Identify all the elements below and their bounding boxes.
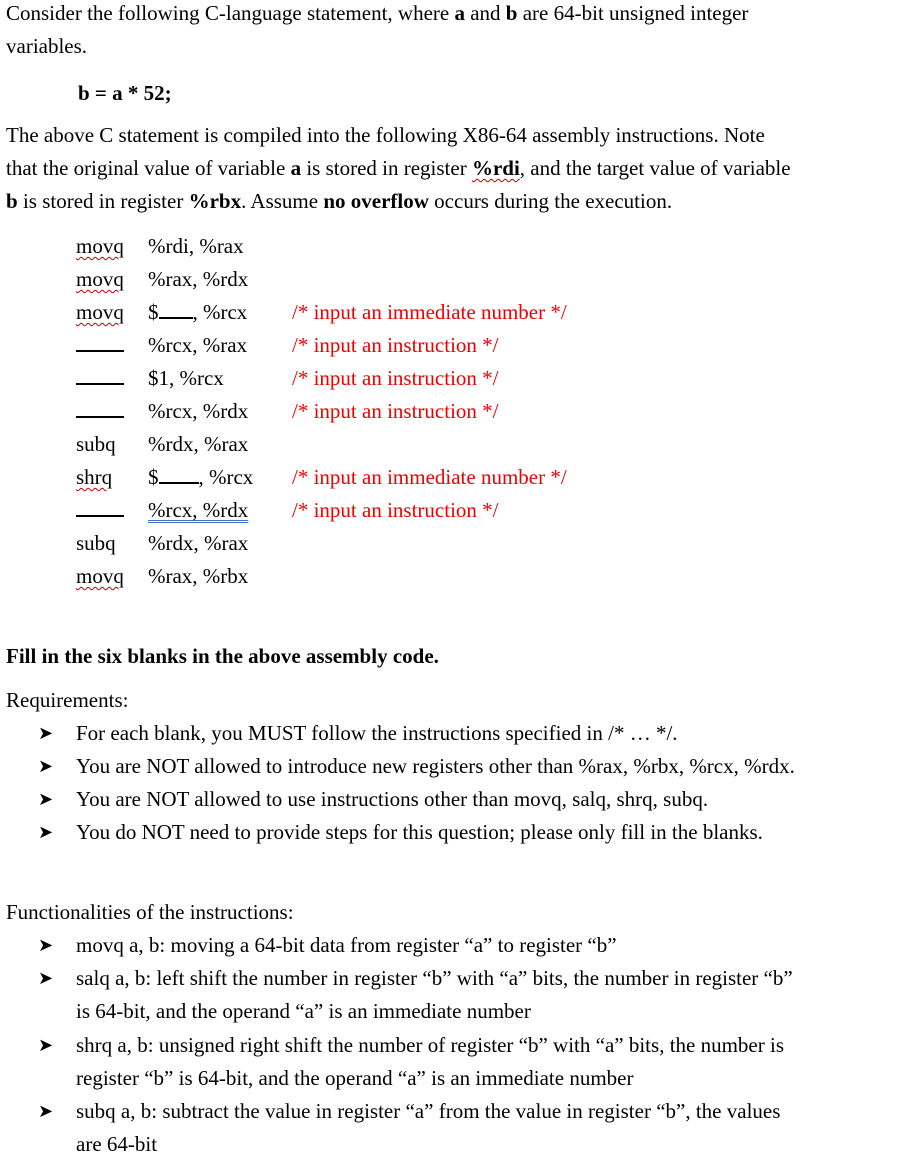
blank-instruction-1[interactable] — [76, 332, 124, 352]
code-row-6: %rcx, %rdx /* input an instruction */ — [0, 395, 912, 428]
requirements-title: Requirements: — [6, 688, 129, 712]
document-page: Consider the following C-language statement, where a and b are 64-bit unsigned integer variables. b = a * 52; The above C statement is compiled into the following X86-64 assembly instructions. Note that the original value of variable a is stored in register %rdi, and the target value of variable b is stored in register %rbx. Assume no overflow occurs during the execution. movq %rdi, %rax movq %rax, %rdx movq $ , %rcx /* input an immediate number */ %rcx, %rax /* input an instruction */ $1, %rcx /* input an instruction */ %rcx, %rdx /* input an instruction */ subq %rdx, %rax shrq $ , %rcx /* input an immediate number */ %rcx, %rdx /* input an instruction */ subq %rdx, %rax movq %rax, %rbx Fill in the six blanks in the above assembly code. Requirements: ➤ For each blank, you MUST follow the instructions specified in /* … */. ➤ You are NOT allowed to introduce new registers other than %rax, %rbx, %rcx, %rdx. ➤ You are NOT allowed to use instructions other than movq, salq, shrq, subq. ➤ You do NOT need to provide steps for this question; please only fill in the blanks. Functionalities of the instructions: ➤ movq a, b: moving a 64-bit data from register “a” to register “b” ➤ salq a, b: left shift the number in register “b” with “a” bits, the number in register “b” is 64-bit, and the operand “a” is an immediate number ➤ shrq a, b: unsigned right shift the number of register “b” with “a” bits, the number is register “b” is 64-bit, and the operand “a” is an immediate number ➤ subq a, b: subtract the value in register “a” from the value in register “b”, the values are 64-bit — [0, 0, 912, 1155]
para2-line-2: that the original value of variable a is stored in register %rdi, and the target value of variable — [6, 156, 791, 180]
code-row-2: movq %rax, %rdx — [76, 267, 249, 291]
code-row-10: subq %rdx, %rax — [76, 531, 249, 555]
para2-line-1: The above C statement is compiled into the following X86-64 assembly instructions. Note — [6, 123, 765, 147]
blank-instruction-2[interactable] — [76, 365, 124, 385]
arrow-bullet-icon: ➤ — [38, 789, 54, 809]
arrow-bullet-icon: ➤ — [38, 1101, 54, 1121]
code-row-5: $1, %rcx /* input an instruction */ — [0, 362, 912, 395]
code-row-1: movq %rdi, %rax — [76, 234, 244, 258]
task-heading: Fill in the six blanks in the above assembly code. — [6, 644, 439, 668]
arrow-bullet-icon: ➤ — [38, 968, 54, 988]
para2-line-3: b is stored in register %rbx. Assume no overflow occurs during the execution. — [6, 189, 673, 213]
c-statement: b = a * 52; — [78, 81, 172, 105]
arrow-bullet-icon: ➤ — [38, 1035, 54, 1055]
code-row-7: subq %rdx, %rax — [76, 432, 249, 456]
code-row-11: movq %rax, %rbx — [76, 564, 249, 588]
functionalities-title: Functionalities of the instructions: — [6, 900, 294, 924]
code-row-4: %rcx, %rax /* input an instruction */ — [0, 329, 912, 362]
arrow-bullet-icon: ➤ — [38, 822, 54, 842]
blank-immediate-2[interactable] — [159, 464, 199, 484]
code-row-8: shrq $ , %rcx /* input an immediate number */ — [76, 465, 567, 489]
arrow-bullet-icon: ➤ — [38, 723, 54, 743]
blank-immediate-1[interactable] — [159, 299, 193, 319]
intro-line-2: variables. — [6, 34, 88, 58]
intro-line-1: Consider the following C-language statement, where a and b are 64-bit unsigned integer — [6, 1, 749, 25]
code-row-3: movq $ , %rcx /* input an immediate number */ — [76, 300, 567, 324]
blank-instruction-3[interactable] — [76, 398, 124, 418]
blank-instruction-4[interactable] — [76, 497, 124, 517]
code-row-9: %rcx, %rdx /* input an instruction */ — [0, 494, 912, 527]
arrow-bullet-icon: ➤ — [38, 756, 54, 776]
arrow-bullet-icon: ➤ — [38, 935, 54, 955]
